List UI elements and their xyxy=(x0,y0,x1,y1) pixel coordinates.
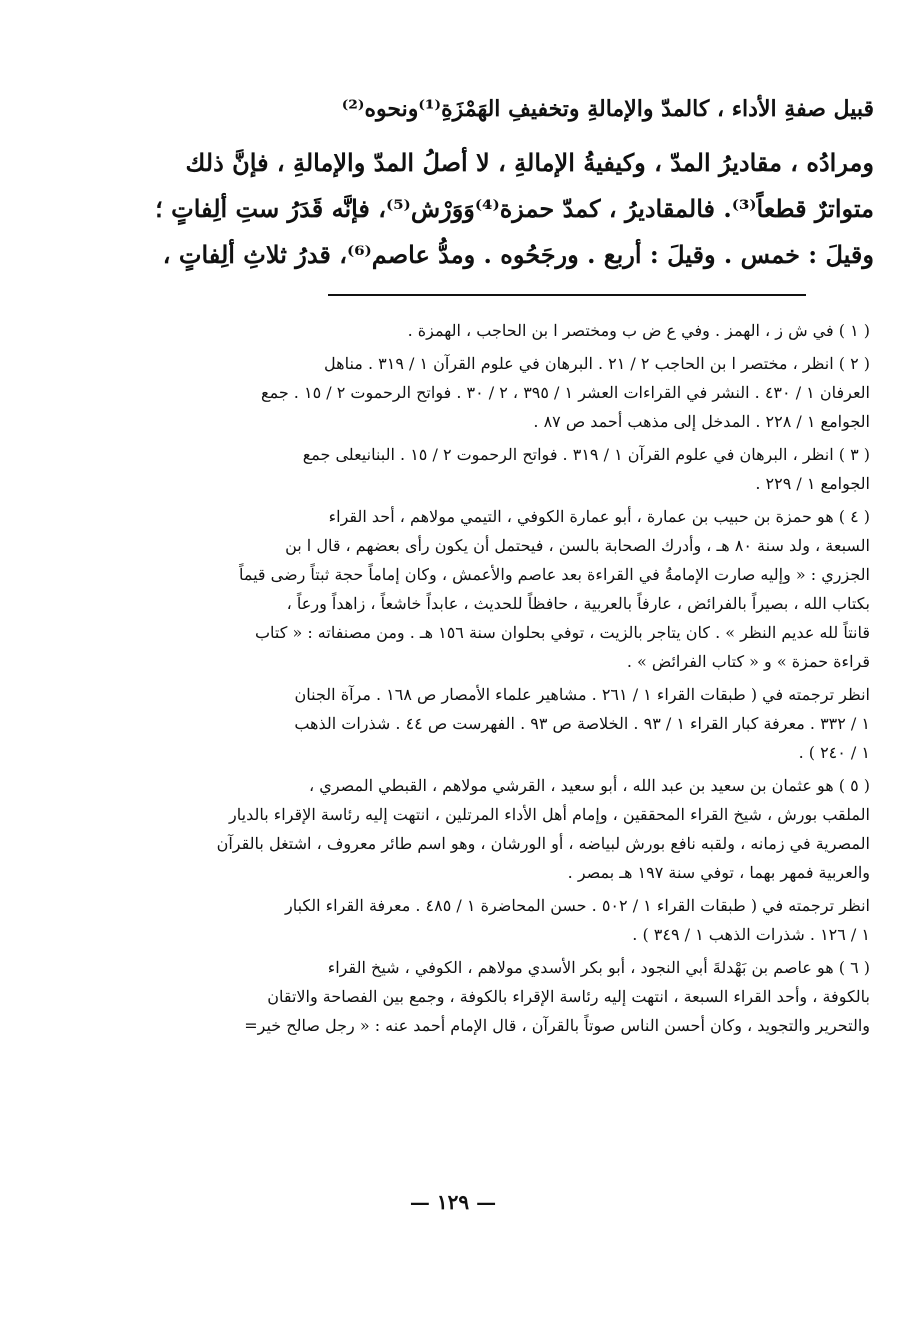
footnote-line: السبعة ، ولد سنة ٨٠ هـ ، وأدرك الصحابة بالسن ، فيحتمل أن يكون رأى بعضهم ، قال ا بن xyxy=(285,536,870,555)
footnote-line: ( ٢ ) انظر ، مختصر ا بن الحاجب ٢ / ٢١ . البرهان في علوم القرآن ١ / ٣١٩ . مناهل xyxy=(324,354,870,373)
footnote-line: الجوامع ١ / ٢٢٩ . xyxy=(755,474,870,493)
footnote-3 xyxy=(108,440,870,498)
footnote-5-sources xyxy=(108,891,870,949)
footnote-line: بالكوفة ، وأحد القراء السبعة ، انتهت إليه رئاسة الإقراء بالكوفة ، وجمع بين الفصاحة والاتقان xyxy=(267,987,870,1006)
footnote-5 xyxy=(108,771,870,887)
footnote-line: الملقب بورش ، شيخ القراء المحققين ، وإمام أهل الأداء المرتلين ، انتهت إليه رئاسة الإقراء بالديار xyxy=(229,805,870,824)
main-text xyxy=(110,86,874,278)
footnote-line: ( ١ ) في ش ز ، الهمز . وفي ع ض ب ومختصر ا بن الحاجب ، الهمزة . xyxy=(407,321,870,340)
footnote-6 xyxy=(108,953,870,1040)
footnote-line: المصرية في زمانه ، ولقبه نافع بورش لبياضه ، أو الورشان ، وهو اسم طائر معروف ، اشتغل بالقرآن xyxy=(216,834,870,853)
main-text-line: متواترٌ قطعاً⁽³⁾. فالمقاديرُ ، كمدّ حمزة⁽⁴⁾وَوَرْش⁽⁵⁾، فإنَّه قَدَرُ ستِ ألِفاتٍ ؛ xyxy=(155,194,874,223)
footnote-line: بكتاب الله ، بصيراً بالفرائض ، عارفاً بالعربية ، حافظاً للحديث ، عابداً خاشعاً ، زاهداً ورعاً ، xyxy=(286,594,870,613)
footnote-line: ١ / ٢٤٠ ) . xyxy=(798,743,870,762)
footnote-line: ١ / ٣٣٢ . معرفة كبار القراء ١ / ٩٣ . الخلاصة ص ٩٣ . الفهرست ص ٤٤ . شذرات الذهب xyxy=(294,714,870,733)
footnote-4-sources xyxy=(108,680,870,767)
footnote-line: ( ٦ ) هو عاصم بن بَهْدلةَ أبي النجود ، أبو بكر الأسدي مولاهم ، الكوفي ، شيخ القراء xyxy=(327,958,870,977)
footnote-line: الجوامع ١ / ٢٢٨ . المدخل إلى مذهب أحمد ص ٨٧ . xyxy=(533,412,870,431)
footnote-line: والتحرير والتجويد ، وكان أحسن الناس صوتاً بالقرآن ، قال الإمام أحمد عنه : « رجل صالح خير= xyxy=(244,1016,870,1035)
footnote-line: ( ٥ ) هو عثمان بن سعيد بن عبد الله ، أبو سعيد ، القرشي مولاهم ، القبطي المصري ، xyxy=(309,776,870,795)
footnote-line: ( ٤ ) هو حمزة بن حبيب بن عمارة ، أبو عمارة الكوفي ، التيمي مولاهم ، أحد القراء xyxy=(328,507,870,526)
main-text-line: ومرادُه ، مقاديرُ المدّ ، وكيفيةُ الإمالةِ ، لا أصلُ المدّ والإمالةِ ، فإنَّ ذلك xyxy=(185,148,874,177)
footnote-line: العرفان ١ / ٤٣٠ . النشر في القراءات العشر ١ / ٣٩٥ ، ٢ / ٣٠ . فواتح الرحموت ٢ / ١٥ . جمع xyxy=(261,383,870,402)
footnote-line: قانتاً لله عديم النظر » . كان يتاجر بالزيت ، توفي بحلوان سنة ١٥٦ هـ . ومن مصنفاته : « كتاب xyxy=(254,623,870,642)
footnote-divider xyxy=(328,294,806,296)
page-number: — ١٢٩ — xyxy=(409,1190,497,1214)
main-text-line: قبيل صفةِ الأداء ، كالمدّ والإمالةِ وتخفيفِ الهَمْزَةِ⁽¹⁾ونحوه⁽²⁾ xyxy=(341,96,874,122)
footnotes xyxy=(108,316,870,1040)
footnote-line: الجزري : « وإليه صارت الإمامةُ في القراءة بعد عاصم والأعمش ، وكان إماماً حجة ثبتاً رضى قيماً xyxy=(238,565,870,584)
footnote-line: قراءة حمزة » و « كتاب الفرائض » . xyxy=(626,652,870,671)
main-text-line: وقيلَ : خمس . وقيلَ : أربع . ورجَحُوه . ومدُّ عاصم⁽⁶⁾، قدرُ ثلاثِ ألِفاتٍ ، xyxy=(162,240,874,269)
footnote-line: انظر ترجمته في ( طبقات القراء ١ / ٥٠٢ . حسن المحاضرة ١ / ٤٨٥ . معرفة القراء الكبار xyxy=(284,896,870,915)
footnote-line: ١ / ١٢٦ . شذرات الذهب ١ / ٣٤٩ ) . xyxy=(632,925,870,944)
footnote-1 xyxy=(108,316,870,345)
footnote-line: ( ٣ ) انظر ، البرهان في علوم القرآن ١ / ٣١٩ . فواتح الرحموت ٢ / ١٥ . البنانيعلى جمع xyxy=(302,445,870,464)
footnote-4 xyxy=(108,502,870,676)
footnote-line: والعربية فمهر بهما ، توفي سنة ١٩٧ هـ بمصر . xyxy=(567,863,870,882)
footnote-line: انظر ترجمته في ( طبقات القراء ١ / ٢٦١ . مشاهير علماء الأمصار ص ١٦٨ . مرآة الجنان xyxy=(294,685,870,704)
footnote-2 xyxy=(108,349,870,436)
